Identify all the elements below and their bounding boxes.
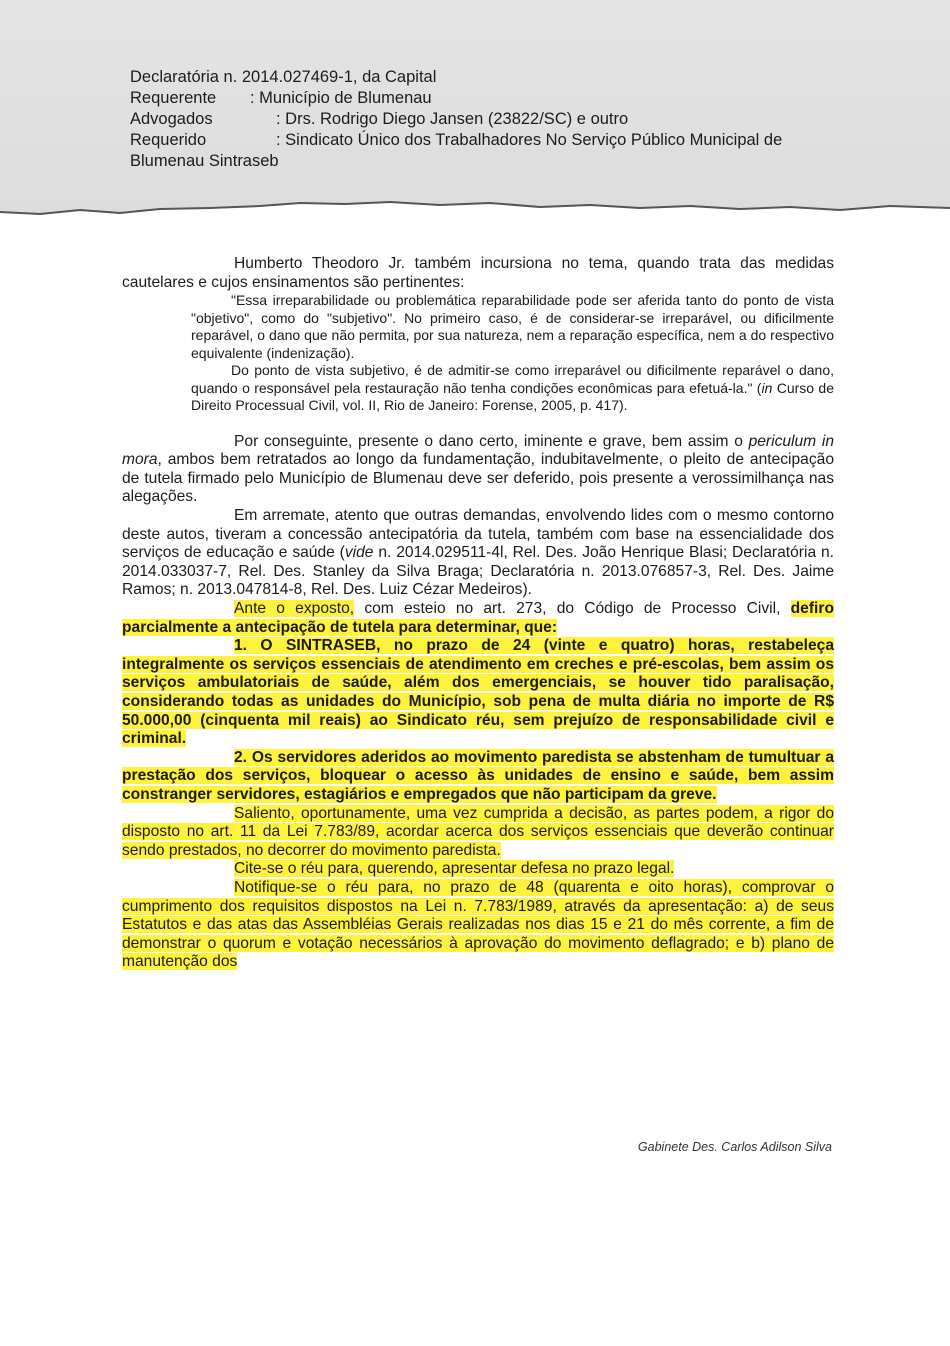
paragraph-notification — [122, 879, 834, 972]
paragraph-ruling — [122, 600, 834, 637]
quote-2-in: in — [761, 379, 773, 396]
paragraph-note — [122, 805, 834, 861]
ruling-item-2-text: 2. Os servidores aderidos ao movimento paredista se abstenham de tumultuar a prestação dos serviços, bloquear o acesso às unidades de ensino e saúde, bem assim constranger servidores, estagiários e empregados que não participam da greve. — [122, 748, 834, 803]
ruling-item-2 — [122, 749, 834, 805]
quote-paragraph-1: "Essa irreparabilidade ou problemática reparabilidade pode ser aferida tanto do ponto de vista "objetivo", como do "subjetivo". No primeiro caso, é de considerar-se irreparável, ou dificilmente reparável, o dano que não permita, por sua natureza, nem a reparação específica, nem a do respectivo equivalente (indenização). — [191, 292, 834, 361]
applicant-value: : Município de Blumenau — [250, 89, 432, 107]
note-text: Saliento, oportunamente, uma vez cumprida a decisão, as partes podem, a rigor do disposto no art. 11 da Lei 7.783/89, acordar acerca dos serviços essenciais que deverão continuar sendo prestados, no decorrer do movimento paredista. — [122, 804, 834, 859]
quote-paragraph-2 — [191, 362, 834, 415]
quote-2-text: Do ponto de vista subjetivo, é de admitir-se como irreparável ou dificilmente reparável o dano, quando o responsável pela restauração não tenha condições econômicas para efetuá-la." ( — [191, 362, 834, 396]
respondent-label: Requerido — [130, 131, 207, 149]
paragraph-precedents — [122, 507, 834, 600]
p2-italic: periculum in mora — [122, 432, 834, 469]
p3-vide: vide — [344, 544, 374, 562]
paragraph-periculum — [122, 433, 834, 507]
ruling-item-1-text: 1. O SINTRASEB, no prazo de 24 (vinte e quatro) horas, restabeleça integralmente os serviços essenciais de atendimento em creches e pré-escolas, bem assim os serviços ambulatoriais de saúde, além dos emergenciais, se houver tido paralisação, considerando todas as unidades do Município, sob pena de multa diária no importe de R$ 50.000,00 (cinquenta mil reais) ao Sindicato réu, sem prejuízo de responsabilidade civil e criminal. — [122, 637, 834, 748]
torn-paper-edge — [0, 190, 950, 235]
ruling-decision: defiro parcialmente a antecipação de tutela para determinar, que: — [122, 600, 834, 636]
lawyers-value: : Drs. Rodrigo Diego Jansen (23822/SC) e outro — [276, 110, 629, 128]
lawyers-row — [130, 109, 850, 130]
ruling-intro-highlight: Ante o exposto, — [234, 600, 355, 618]
quote-2-citation: Curso de Direito Processual Civil, vol. II, Rio de Janeiro: Forense, 2005, p. 417). — [191, 379, 835, 414]
p2-rest: , ambos bem retratados ao longo da fundamentação, indubitavelmente, o pleito de antecipação de tutela firmado pelo Município de Blumenau deve ser deferido, pois presente a verossimilhança nas alegações. — [122, 451, 834, 506]
case-number-line: Declaratória n. 2014.027469-1, da Capital — [130, 68, 437, 86]
p2-start: Por conseguinte, presente o dano certo, iminente e grave, bem assim o — [234, 432, 749, 450]
respondent-row — [130, 130, 850, 151]
p3-start: Em arremate, atento que outras demandas, envolvendo lides com o mesmo contorno deste autos, tiveram a concessão antecipatória da tutela, também com base na essencialidade dos serviços de educação e saúde ( — [122, 507, 834, 562]
lawyers-label: Advogados — [130, 110, 213, 128]
document-body — [122, 255, 834, 972]
paragraph-summons — [122, 860, 834, 879]
case-header — [130, 67, 850, 172]
ruling-item-1 — [122, 637, 834, 749]
applicant-label: Requerente — [130, 89, 217, 107]
ruling-intro-rest: com esteio no art. 273, do Código de Processo Civil, — [354, 600, 781, 618]
chamber-signature: Gabinete Des. Carlos Adilson Silva — [637, 1140, 832, 1154]
summons-text: Cite-se o réu para, querendo, apresentar defesa no prazo legal. — [234, 860, 675, 878]
applicant-row — [130, 88, 850, 109]
notification-text: Notifique-se o réu para, no prazo de 48 (quarenta e oito horas), comprovar o cumprimento dos requisitos dispostos na Lei n. 7.783/1989, através da apresentação: a) de seus Estatutos e das atas das Assembléias Gerais realizadas nos dias 15 e 21 do mês corrente, a fim de demonstrar o quorum e votação necessários à aprovação do movimento deflagrado; e b) plano de manutenção dos — [122, 878, 834, 971]
respondent-value: : Sindicato Único dos Trabalhadores No Serviço Público Municipal de — [276, 131, 783, 149]
p3-rest: n. 2014.029511-4l, Rel. Des. João Henrique Blasi; Declaratória n. 2014.033037-7, Rel. Des. Stanley da Silva Braga; Declaratória n. 2013.076857-3, Rel. Des. Jaime Ramos; n. 2013.047814-8, Rel. Des. Luiz Cézar Medeiros). — [122, 544, 834, 599]
paragraph-doctrine-intro: Humberto Theodoro Jr. também incursiona no tema, quando trata das medidas cautelares e cujos ensinamentos são pertinentes: — [122, 255, 834, 291]
respondent-continuation: Blumenau Sintraseb — [130, 152, 279, 170]
spacer — [122, 415, 834, 433]
